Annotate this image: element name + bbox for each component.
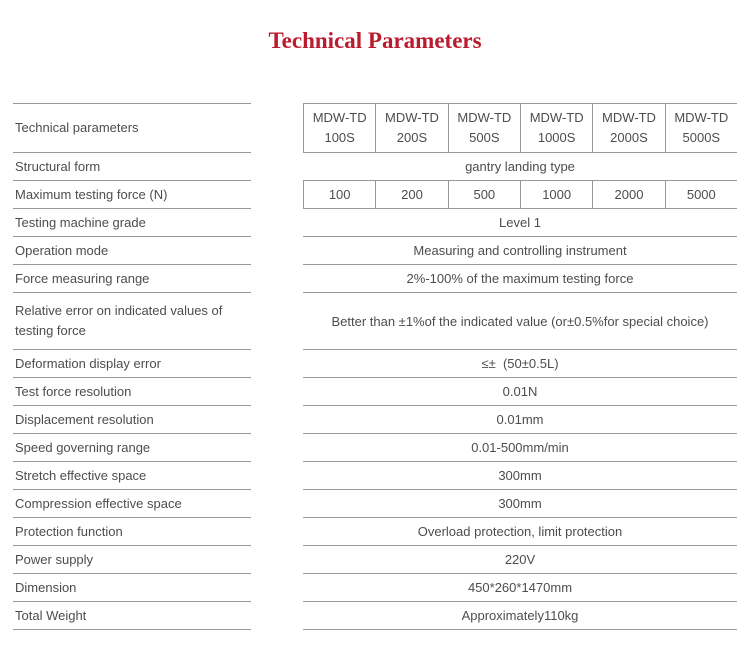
table-row	[13, 574, 737, 602]
row-value: 450*260*1470mm	[303, 574, 737, 602]
row-label: Stretch effective space	[13, 462, 251, 490]
table-row	[13, 153, 737, 181]
model-name: MDW-TD	[602, 110, 656, 125]
table-row	[13, 265, 737, 293]
table-row	[13, 546, 737, 574]
row-label: Structural form	[13, 153, 251, 181]
value-cell: 2000	[592, 181, 664, 208]
row-label: Displacement resolution	[13, 406, 251, 434]
row-label: Deformation display error	[13, 350, 251, 378]
row-label: Compression effective space	[13, 490, 251, 518]
table-row	[13, 209, 737, 237]
table-row	[13, 350, 737, 378]
row-value: 0.01mm	[303, 406, 737, 434]
row-label: Maximum testing force (N)	[13, 181, 251, 209]
row-value: Level 1	[303, 209, 737, 237]
row-value: 220V	[303, 546, 737, 574]
row-value: 0.01N	[303, 378, 737, 406]
table-body	[13, 153, 737, 630]
row-label: Relative error on indicated values of testing force	[13, 293, 251, 350]
model-header-cell	[303, 104, 375, 152]
row-label: Force measuring range	[13, 265, 251, 293]
table-row	[13, 378, 737, 406]
table-row	[13, 237, 737, 265]
page-title: Technical Parameters	[268, 28, 482, 53]
model-name: MDW-TD	[529, 110, 584, 125]
table-row	[13, 293, 737, 350]
row-label: Testing machine grade	[13, 209, 251, 237]
row-label: Dimension	[13, 574, 251, 602]
row-value: 300mm	[303, 490, 737, 518]
model-variant: 100S	[324, 130, 355, 145]
table-row	[13, 434, 737, 462]
row-label: Operation mode	[13, 237, 251, 265]
table-row	[13, 518, 737, 546]
row-label: Power supply	[13, 546, 251, 574]
row-value: ≤± (50±0.5L)	[303, 350, 737, 378]
row-label: Speed governing range	[13, 434, 251, 462]
row-value: Approximately110kg	[303, 602, 737, 630]
row-value: 0.01-500mm/min	[303, 434, 737, 462]
row-label: Protection function	[13, 518, 251, 546]
table-row	[13, 490, 737, 518]
row-value: Overload protection, limit protection	[303, 518, 737, 546]
model-name: MDW-TD	[674, 110, 729, 125]
spec-table	[13, 103, 737, 630]
table-header-row	[13, 103, 737, 153]
value-cell: 100	[303, 181, 375, 208]
model-header-cells	[303, 103, 737, 153]
table-row	[13, 406, 737, 434]
model-name: MDW-TD	[457, 110, 512, 125]
model-header-cell	[520, 104, 592, 152]
model-variant: 2000S	[610, 130, 648, 145]
model-variant: 1000S	[537, 130, 576, 145]
table-row	[13, 181, 737, 209]
value-cell: 1000	[520, 181, 592, 208]
model-name: MDW-TD	[385, 110, 439, 125]
model-name: MDW-TD	[312, 110, 367, 125]
row-value: gantry landing type	[303, 153, 737, 181]
value-cells	[303, 181, 737, 209]
row-label: Total Weight	[13, 602, 251, 630]
model-header-cell	[448, 104, 520, 152]
model-variant: 500S	[469, 130, 500, 145]
model-header-cell	[665, 104, 737, 152]
value-cell: 500	[448, 181, 520, 208]
row-value: 2%-100% of the maximum testing force	[303, 265, 737, 293]
model-variant: 5000S	[682, 130, 721, 145]
row-label: Technical parameters	[13, 103, 251, 153]
table-row	[13, 602, 737, 630]
row-value: Better than ±1%of the indicated value (or±0.5%for special choice)	[303, 293, 737, 350]
row-label: Test force resolution	[13, 378, 251, 406]
value-cell: 5000	[665, 181, 737, 208]
value-cell: 200	[375, 181, 447, 208]
table-row	[13, 462, 737, 490]
model-variant: 200S	[396, 130, 428, 145]
row-value: 300mm	[303, 462, 737, 490]
model-header-cell	[592, 104, 664, 152]
model-header-cell	[375, 104, 447, 152]
row-value: Measuring and controlling instrument	[303, 237, 737, 265]
